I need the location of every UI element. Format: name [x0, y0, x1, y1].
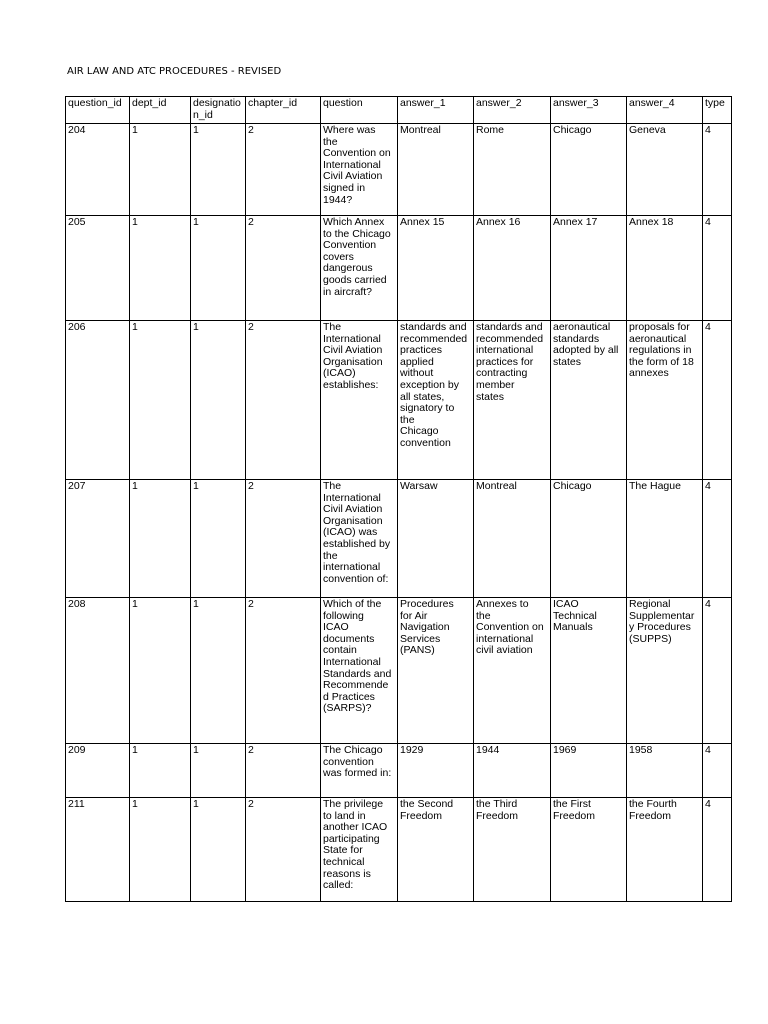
table-row [66, 124, 732, 216]
cell-answer-1 [398, 321, 474, 480]
cell-chapter-id [246, 124, 321, 216]
cell-text: 206 [68, 321, 86, 333]
header-answer-2 [474, 97, 551, 124]
cell-answer-1 [398, 124, 474, 216]
cell-question [321, 216, 398, 321]
cell-question-id [66, 598, 130, 744]
cell-text: The privilege to land in another ICAO participating State for technical reasons is called: [323, 798, 388, 892]
header-answer-1 [398, 97, 474, 124]
cell-answer-4 [627, 798, 703, 902]
cell-answer-1 [398, 798, 474, 902]
cell-text: 1 [132, 321, 138, 333]
cell-chapter-id [246, 798, 321, 902]
cell-answer-2 [474, 216, 551, 321]
cell-text: 1 [132, 598, 138, 610]
cell-text: 4 [705, 798, 711, 810]
cell-text: Warsaw [400, 480, 438, 492]
cell-dept-id [130, 124, 191, 216]
cell-answer-4 [627, 216, 703, 321]
table-row [66, 798, 732, 902]
cell-text: Chicago [553, 480, 592, 492]
header-chapter-id [246, 97, 321, 124]
cell-dept-id [130, 216, 191, 321]
cell-text: Rome [476, 124, 505, 136]
cell-text: 4 [705, 216, 711, 228]
table-row [66, 216, 732, 321]
cell-answer-3 [551, 124, 627, 216]
cell-designation-id [191, 480, 246, 598]
cell-text: 4 [705, 321, 711, 333]
cell-text: proposals for aeronautical regulations in the form of 18 annexes [629, 321, 694, 380]
header-answer-3-label: answer_3 [553, 97, 599, 109]
cell-text: Montreal [476, 480, 517, 492]
cell-answer-4 [627, 598, 703, 744]
cell-text: Annex 18 [629, 216, 674, 228]
cell-question-id [66, 124, 130, 216]
cell-question [321, 598, 398, 744]
cell-answer-2 [474, 124, 551, 216]
table-row [66, 598, 732, 744]
cell-chapter-id [246, 216, 321, 321]
cell-chapter-id [246, 321, 321, 480]
header-question-label: question [323, 97, 363, 109]
cell-text: Chicago [553, 124, 592, 136]
header-dept-id [130, 97, 191, 124]
cell-text: Annex 17 [553, 216, 598, 228]
cell-text: 1969 [553, 744, 577, 756]
cell-answer-1 [398, 598, 474, 744]
cell-text: the Second Freedom [400, 798, 454, 822]
cell-text: 211 [68, 798, 85, 810]
cell-answer-4 [627, 124, 703, 216]
cell-text: 4 [705, 598, 711, 610]
header-row [66, 97, 732, 124]
cell-text: 1 [132, 798, 138, 810]
header-type-label: type [705, 97, 725, 109]
cell-text: 1 [193, 321, 199, 333]
cell-designation-id [191, 321, 246, 480]
cell-text: 1958 [629, 744, 653, 756]
cell-text: 1 [193, 744, 199, 756]
cell-question [321, 124, 398, 216]
cell-text: Annex 16 [476, 216, 521, 228]
table-row [66, 321, 732, 480]
cell-answer-4 [627, 321, 703, 480]
cell-question-id [66, 321, 130, 480]
cell-answer-2 [474, 480, 551, 598]
cell-text: Montreal [400, 124, 441, 136]
cell-text: the Third Freedom [476, 798, 519, 822]
cell-text: The International Civil Aviation Organisation (ICAO) was established by the international convention of: [323, 480, 391, 585]
cell-text: 1 [132, 744, 138, 756]
cell-question [321, 321, 398, 480]
cell-text: 1 [132, 124, 138, 136]
header-answer-2-label: answer_2 [476, 97, 522, 109]
cell-text: 1 [132, 216, 138, 228]
cell-answer-2 [474, 798, 551, 902]
header-question-id-label: question_id [68, 97, 122, 109]
table-row [66, 480, 732, 598]
cell-text: 2 [248, 744, 254, 756]
cell-type [703, 744, 732, 798]
cell-chapter-id [246, 480, 321, 598]
cell-dept-id [130, 321, 191, 480]
cell-text: 1944 [476, 744, 500, 756]
cell-text: 2 [248, 480, 254, 492]
cell-designation-id [191, 744, 246, 798]
cell-text: 1 [193, 480, 199, 492]
cell-text: the First Freedom [553, 798, 596, 822]
cell-text: The International Civil Aviation Organisation (ICAO) establishes: [323, 321, 383, 391]
cell-text: 4 [705, 480, 711, 492]
cell-text: Geneva [629, 124, 666, 136]
header-question [321, 97, 398, 124]
cell-text: The Chicago convention was formed in: [323, 744, 392, 780]
cell-text: Procedures for Air Navigation Services (PANS) [400, 598, 454, 657]
cell-question-id [66, 216, 130, 321]
cell-answer-3 [551, 321, 627, 480]
cell-text: ICAO Technical Manuals [553, 598, 597, 634]
cell-text: Where was the Convention on International Civil Aviation signed in 1944? [323, 124, 391, 206]
header-dept-id-label: dept_id [132, 97, 167, 109]
cell-text: 205 [68, 216, 86, 228]
cell-text: 1 [193, 598, 199, 610]
cell-question-id [66, 480, 130, 598]
cell-text: 2 [248, 216, 254, 228]
cell-answer-1 [398, 216, 474, 321]
header-chapter-id-label: chapter_id [248, 97, 298, 109]
cell-designation-id [191, 124, 246, 216]
table-row [66, 744, 732, 798]
header-answer-1-label: answer_1 [400, 97, 446, 109]
cell-text: 2 [248, 321, 254, 333]
header-answer-3 [551, 97, 627, 124]
header-designation-id-label: designatio n_id [193, 97, 241, 121]
header-question-id [66, 97, 130, 124]
cell-answer-3 [551, 798, 627, 902]
cell-answer-2 [474, 744, 551, 798]
cell-question-id [66, 798, 130, 902]
cell-text: 4 [705, 124, 711, 136]
header-answer-4-label: answer_4 [629, 97, 675, 109]
header-type [703, 97, 732, 124]
cell-type [703, 216, 732, 321]
cell-answer-4 [627, 480, 703, 598]
cell-question-id [66, 744, 130, 798]
cell-question [321, 480, 398, 598]
cell-answer-3 [551, 480, 627, 598]
cell-answer-3 [551, 216, 627, 321]
cell-answer-3 [551, 598, 627, 744]
cell-designation-id [191, 216, 246, 321]
cell-designation-id [191, 798, 246, 902]
cell-type [703, 321, 732, 480]
cell-answer-3 [551, 744, 627, 798]
cell-text: standards and recommended international practices for contracting member states [476, 321, 544, 403]
cell-text: standards and recommended practices applied without exception by all states, signatory to the Chicago convention [400, 321, 468, 449]
cell-text: 2 [248, 598, 254, 610]
cell-question [321, 798, 398, 902]
cell-type [703, 798, 732, 902]
cell-text: 2 [248, 798, 254, 810]
cell-dept-id [130, 744, 191, 798]
cell-text: Regional Supplementar y Procedures (SUPPS) [629, 598, 695, 645]
cell-text: Annex 15 [400, 216, 445, 228]
cell-text: 1 [193, 798, 199, 810]
cell-designation-id [191, 598, 246, 744]
cell-text: Which of the following ICAO documents contain International Standards and Recommende d Practices (SARPS)? [323, 598, 392, 715]
cell-text: 204 [68, 124, 86, 136]
cell-text: 207 [68, 480, 86, 492]
cell-type [703, 598, 732, 744]
cell-dept-id [130, 480, 191, 598]
cell-answer-1 [398, 480, 474, 598]
cell-answer-4 [627, 744, 703, 798]
cell-chapter-id [246, 744, 321, 798]
cell-text: Which Annex to the Chicago Convention covers dangerous goods carried in aircraft? [323, 216, 391, 298]
cell-text: 4 [705, 744, 711, 756]
cell-text: aeronautical standards adopted by all states [553, 321, 619, 368]
cell-text: 1 [193, 124, 199, 136]
cell-dept-id [130, 598, 191, 744]
cell-type [703, 124, 732, 216]
questions-table [65, 96, 732, 902]
cell-answer-2 [474, 598, 551, 744]
header-answer-4 [627, 97, 703, 124]
cell-text: 1 [132, 480, 138, 492]
cell-text: 1929 [400, 744, 424, 756]
cell-question [321, 744, 398, 798]
cell-text: The Hague [629, 480, 681, 492]
document-title: AIR LAW AND ATC PROCEDURES - REVISED [67, 66, 282, 77]
cell-text: the Fourth Freedom [629, 798, 677, 822]
cell-text: 208 [68, 598, 86, 610]
header-designation-id [191, 97, 246, 124]
cell-text: 2 [248, 124, 254, 136]
cell-text: Annexes to the Convention on international civil aviation [476, 598, 544, 657]
cell-text: 1 [193, 216, 199, 228]
cell-text: 209 [68, 744, 86, 756]
cell-chapter-id [246, 598, 321, 744]
cell-answer-1 [398, 744, 474, 798]
cell-type [703, 480, 732, 598]
cell-dept-id [130, 798, 191, 902]
cell-answer-2 [474, 321, 551, 480]
